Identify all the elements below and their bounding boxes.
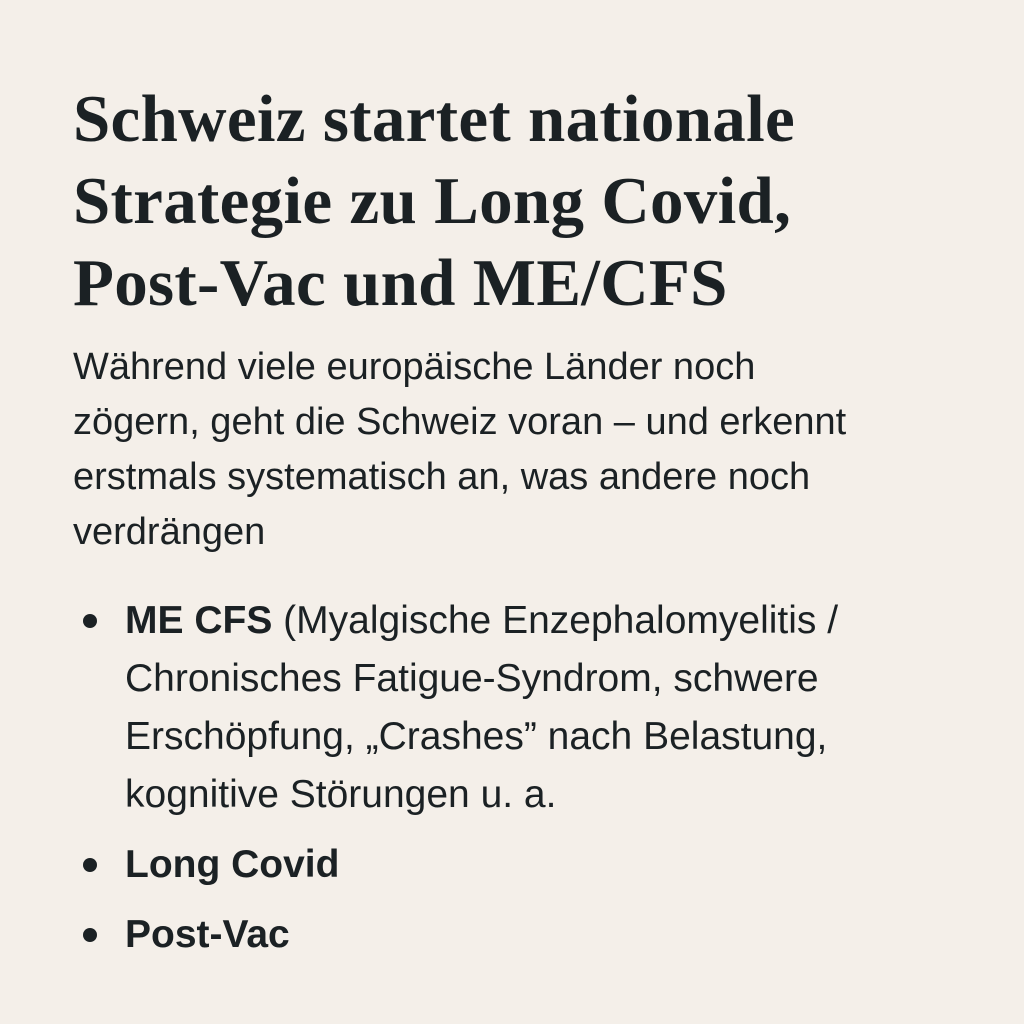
item-text: Erschöpfung, „Crashes” nach Belastung, bbox=[125, 715, 828, 758]
item-bold: ME CFS bbox=[125, 599, 273, 642]
headline bbox=[73, 78, 795, 324]
subtitle-line: verdrängen bbox=[73, 511, 266, 553]
item-bold: Long Covid bbox=[125, 843, 340, 886]
list-item bbox=[73, 906, 838, 964]
bullet-icon bbox=[83, 858, 97, 872]
bullet-icon bbox=[83, 928, 97, 942]
subtitle-line: Während viele europäische Länder noch bbox=[73, 346, 756, 388]
condition-list bbox=[73, 592, 838, 976]
bullet-icon bbox=[83, 614, 97, 628]
list-item bbox=[73, 836, 838, 894]
headline-line: Post-Vac und ME/CFS bbox=[73, 246, 728, 320]
item-text: Chronisches Fatigue-Syndrom, schwere bbox=[125, 657, 819, 700]
list-item bbox=[73, 592, 838, 824]
headline-line: Schweiz startet nationale bbox=[73, 82, 796, 156]
item-text: (Myalgische Enzephalomyelitis / bbox=[272, 599, 839, 642]
subtitle bbox=[73, 340, 846, 560]
item-text: kognitive Störungen u. a. bbox=[125, 773, 557, 816]
headline-line: Strategie zu Long Covid, bbox=[73, 164, 792, 238]
item-bold: Post-Vac bbox=[125, 913, 290, 956]
subtitle-line: erstmals systematisch an, was andere noch bbox=[73, 456, 811, 498]
subtitle-line: zögern, geht die Schweiz voran – und erkennt bbox=[73, 401, 847, 443]
